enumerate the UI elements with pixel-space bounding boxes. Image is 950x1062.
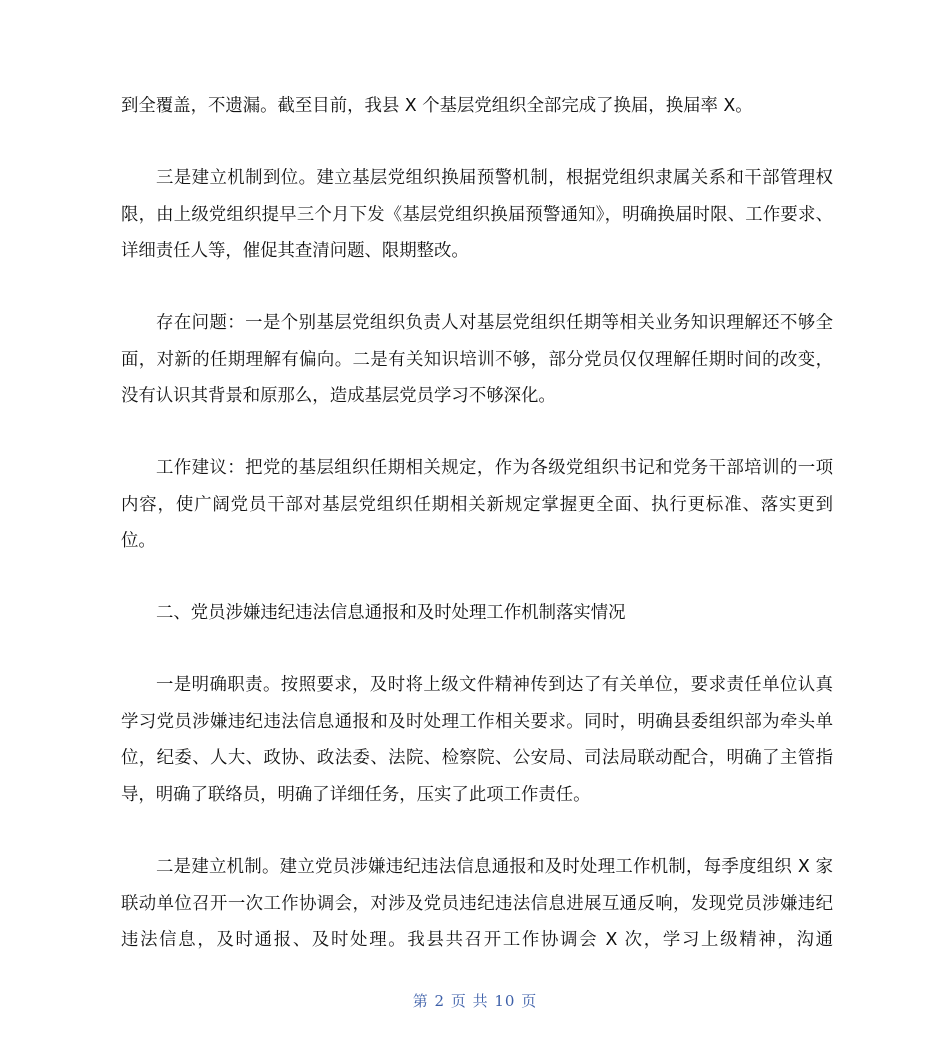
document-body-block-6	[121, 667, 833, 813]
document-body	[121, 88, 833, 125]
section-heading: 二、党员涉嫌违纪违法信息通报和及时处理工作机制落实情况	[156, 603, 626, 623]
document-body-block-7	[121, 849, 833, 959]
paragraph-2: 三是建立机制到位。建立基层党组织换届预警机制，根据党组织隶属关系和干部管理权限，由上级党组织提早三个月下发《基层党组织换届预警通知》，明确换届时限、工作要求、详细责任人等，催促其查清问题、限期整改。	[121, 168, 833, 261]
paragraph-4: 工作建议：把党的基层组织任期相关规定，作为各级党组织书记和党务干部培训的一项内容，使广阔党员干部对基层党组织任期相关新规定掌握更全面、执行更标准、落实更到位。	[121, 458, 833, 551]
page-footer	[0, 990, 950, 1011]
document-body-block-5	[121, 595, 833, 632]
paragraph-6: 一是明确职责。按照要求，及时将上级文件精神传到达了有关单位，要求责任单位认真学习党员涉嫌违纪违法信息通报和及时处理工作相关要求。同时，明确县委组织部为牵头单位，纪委、人大、政协、政法委、法院、检察院、公安局、司法局联动配合，明确了主管指导，明确了联络员，明确了详细任务，压实了此项工作责任。	[121, 675, 833, 805]
document-body-block-2	[121, 160, 833, 270]
paragraph-7: 二是建立机制。建立党员涉嫌违纪违法信息通报和及时处理工作机制，每季度组织 X 家联动单位召开一次工作协调会，对涉及党员违纪违法信息进展互通反响，发现党员涉嫌违纪违法信息，及时通报、及时处理。我县共召开工作协调会 X 次，学习上级精神，沟通	[121, 857, 833, 950]
document-body-block-3	[121, 305, 833, 415]
paragraph-3: 存在问题：一是个别基层党组织负责人对基层党组织任期等相关业务知识理解还不够全面，对新的任期理解有偏向。二是有关知识培训不够，部分党员仅仅理解任期时间的改变，没有认识其背景和原那么，造成基层党员学习不够深化。	[121, 313, 833, 406]
document-body-block-4	[121, 450, 833, 560]
paragraph-1: 到全覆盖，不遗漏。截至目前，我县 X 个基层党组织全部完成了换届，换届率 X。	[121, 96, 753, 116]
page-number-label: 第 2 页 共 10 页	[412, 992, 538, 1010]
